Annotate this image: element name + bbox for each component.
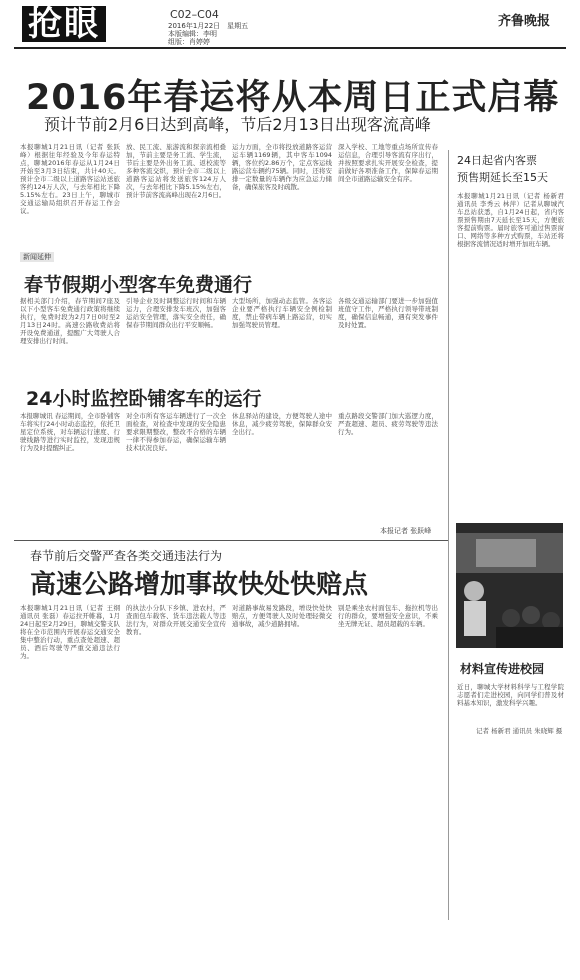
story4-column-2: 的执法小分队下乡镇、进农村，严查面包车载客、货车违法载人等违法行为，对群众开展交通安全宣传教育。	[126, 604, 226, 636]
story2-column-4: 各级交通运输部门要进一步加强值班值守工作，严格执行领导带班制度，确保信息畅通，遇有突发事件及时处置。	[338, 297, 438, 329]
story4-headline: 高速公路增加事故快处快赔点	[30, 570, 369, 600]
story2-column-2: 引导企业及时调整运行时间和车辆运力，合理安排发车班次，加强客运站安全管理，落实安全责任，确保春节期间群众出行平安顺畅。	[126, 297, 226, 329]
lead-headline: 2016年春运将从本周日正式启幕	[26, 78, 560, 118]
photo-caption: 材料宣传进校园	[460, 662, 545, 676]
story2-column-3: 大型场所，加强动态监管。各客运企业要严格执行车辆安全例检制度，禁止带病车辆上路运营，切实加强驾驶员管理。	[232, 297, 332, 329]
issue-date: 2016年1月22日 星期五	[168, 22, 249, 30]
news-extension-tag: 新闻延伸	[20, 252, 54, 262]
story3-column-4: 重点路段交警部门加大巡逻力度，严查超速、超员、疲劳驾驶等违法行为。	[338, 412, 438, 436]
layout-credit: 组版：肖婷婷	[168, 38, 210, 46]
story4-column-3: 对道路事故易发路段，增设快处快赔点，方便驾驶人及时处理轻微交通事故，减少道路拥堵。	[232, 604, 332, 628]
story3-column-2: 对全市所有客运车辆进行了一次全面检查，对检查中发现的安全隐患要求限期整改，整改不合格的车辆一律不得参加春运，确保运输车辆技术状况良好。	[126, 412, 226, 452]
lead-column-3: 运力方面，全市将投放道路客运营运车辆1169辆，其中客车1094辆，客位约2.86万个，定点客运线路运营车辆约75辆。同时，还将安排一定数量的车辆作为应急运力储备，确保旅客及时疏散。	[232, 143, 332, 191]
classroom-photo-illustration	[456, 523, 563, 648]
page-range: C02–C04	[170, 8, 219, 21]
photo-note: 近日，聊城大学材料科学与工程学院志愿者们走进校园，向同学们普及材料基本知识，激发科学兴趣。	[457, 683, 564, 707]
sidebar-headline-line2: 预售期延长至15天	[457, 171, 548, 184]
lead-column-1: 本报聊城1月21日讯（记者 张跃峰）根据往年经验及今年春运特点，聊城2016年春运从1月24日开始至3月3日结束，共计40天。预计全市二级以上道路客运站送旅客约124万人次，与去年相比下降5.15%左右。23日上午，聊城市交通运输局组织召开春运工作会议。	[20, 143, 120, 215]
page-footer-area	[20, 740, 440, 940]
story3-column-1: 本报聊城讯 春运期间，全市卧铺客车将实行24小时动态监控，依托卫星定位系统，对车辆运行速度、行驶线路等进行实时监控，发现违规行为及时提醒纠正。	[20, 412, 120, 452]
lead-subhead: 预计节前2月6日达到高峰，节后2月13日出现客流高峰	[44, 115, 431, 134]
story4-rule	[14, 540, 448, 541]
sidebar-body: 本报聊城1月21日讯（记者 杨新君 通讯员 李秀云 林萍）记者从聊城汽车总站获悉，自1月24日起，省内客票预售期由7天延长至15天，方便旅客提前购票。届时旅客可通过售票窗口、网络等多种方式购票，车站还将根据客流情况适时增开加班车辆。	[457, 192, 564, 248]
masthead-meta	[168, 22, 248, 46]
news-photo	[456, 523, 563, 648]
story2-headline: 春节假期小型客车免费通行	[24, 274, 253, 296]
section-title: 抢眼	[22, 6, 106, 42]
photo-credit: 记者 杨新君 通讯员 朱晓辉 摄	[476, 727, 563, 735]
editor-credit: 本版编辑：李明	[168, 30, 217, 38]
lead-column-2: 放、民工流、旅游流和探亲流相叠加，节前主要是务工流、学生流，节后主要是外出务工流、返校流等多种客流交织，预计全市二级以上道路客运站将发送旅客124万人次，与去年相比下降5.15%左右，预计节前客流高峰出现在2月6日。	[126, 143, 226, 199]
sidebar-divider	[448, 150, 449, 920]
lead-column-4: 深入学校、工地等重点场所宣传春运信息，合理引导客流有序出行，并按照要求扎实开展安全检查，提前做好各项准备工作，保障春运期间全市道路运输安全有序。	[338, 143, 438, 183]
story4-column-1: 本报聊城1月21日讯（记者 王纲 通讯员 张磊）春运拉开帷幕，1月24日起至2月29日，聊城交警支队将在全市范围内开展春运交通安全集中整治行动，重点查处超速、超员、酒后驾驶等严重交通违法行为。	[20, 604, 120, 660]
story4-column-4: 别是乘坐农村面包车、拖拉机等出行的群众，要增强安全意识，不乘坐无牌无证、超员超载的车辆。	[338, 604, 438, 628]
story4-kicker: 春节前后交警严查各类交通违法行为	[30, 549, 223, 563]
sidebar-headline-line1: 24日起省内客票	[457, 154, 537, 167]
sidebar-headline	[457, 152, 548, 186]
story3-byline: 本报记者 张跃峰	[380, 527, 432, 535]
newspaper-logo: 齐鲁晚报	[498, 14, 551, 29]
story3-column-3: 休息驿站的建设，方便驾驶人途中休息，减少疲劳驾驶，保障群众安全出行。	[232, 412, 332, 436]
story3-headline: 24小时监控卧铺客车的运行	[26, 388, 262, 410]
story2-column-1: 据相关部门介绍，春节期间7座及以下小型客车免费通行政策将继续执行，免费时段为2月7日0时至2月13日24时。高速公路收费站将开设免费通道，提醒广大驾驶人合理安排出行时间。	[20, 297, 120, 345]
masthead-rule	[14, 47, 566, 49]
